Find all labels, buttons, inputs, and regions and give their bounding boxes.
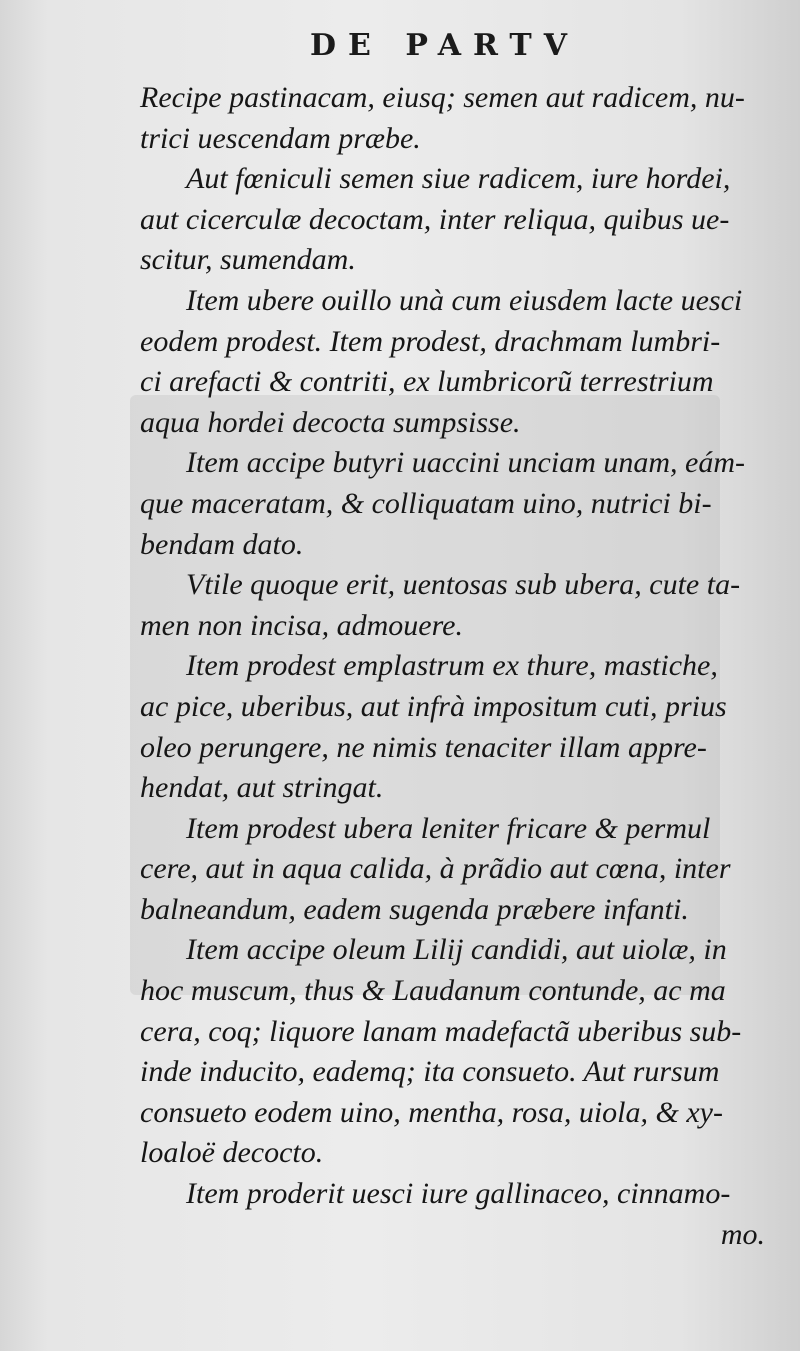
- text-line: aqua hordei decocta sumpsisse.: [140, 405, 521, 439]
- text-line: bendam dato.: [140, 527, 304, 561]
- text-line: loaloë decocto.: [140, 1136, 324, 1170]
- text-line: mo.: [720, 1217, 765, 1251]
- running-title: DE PARTV: [310, 28, 579, 63]
- text-line: cera, coq; liquore lanam madefactã uberibus sub-: [140, 1014, 742, 1048]
- text-line: Item prodest emplastrum ex thure, mastiche,: [186, 649, 718, 683]
- text-line: ci arefacti & contriti, ex lumbricorũ terrestrium: [140, 365, 714, 399]
- text-line: consueto eodem uino, mentha, rosa, uiola, & xy-: [140, 1095, 723, 1129]
- text-line: aut cicerculæ decoctam, inter reliqua, quibus ue-: [140, 202, 730, 236]
- text-line: ac pice, uberibus, aut infrà impositum cuti, prius: [140, 689, 727, 723]
- text-line: Item accipe oleum Lilij candidi, aut uiolæ, in: [186, 933, 727, 967]
- text-line: inde inducito, eademq; ita consueto. Aut rursum: [140, 1055, 720, 1089]
- text-line: Aut fœniculi semen siue radicem, iure hordei,: [186, 162, 731, 196]
- text-line: hoc muscum, thus & Laudanum contunde, ac ma: [140, 974, 726, 1008]
- text-line: que maceratam, & colliquatam uino, nutrici bi-: [140, 486, 712, 520]
- text-line: Item ubere ouillo unà cum eiusdem lacte uesci: [186, 283, 743, 317]
- text-line: hendat, aut stringat.: [140, 771, 384, 805]
- text-line: balneandum, eadem sugenda præbere infanti.: [140, 892, 689, 926]
- text-line: scitur, sumendam.: [140, 243, 356, 277]
- text-line: Vtile quoque erit, uentosas sub ubera, cute ta-: [186, 568, 741, 602]
- text-line: Recipe pastinacam, eiusq; semen aut radicem, nu-: [140, 81, 745, 114]
- text-line: cere, aut in aqua calida, à prãdio aut cœna, inter: [140, 852, 731, 886]
- text-line: men non incisa, admouere.: [140, 608, 463, 642]
- page-body-text: [140, 78, 765, 1255]
- text-line: Item prodest ubera leniter fricare & permul: [186, 811, 711, 845]
- text-line: oleo perungere, ne nimis tenaciter illam appre-: [140, 730, 707, 764]
- text-line: trici uescendam præbe.: [140, 121, 421, 155]
- text-line: Item proderit uesci iure gallinaceo, cinnamo-: [186, 1177, 731, 1211]
- text-line: eodem prodest. Item prodest, drachmam lumbri-: [140, 324, 721, 358]
- text-line: Item accipe butyri uaccini unciam unam, eám-: [186, 446, 745, 480]
